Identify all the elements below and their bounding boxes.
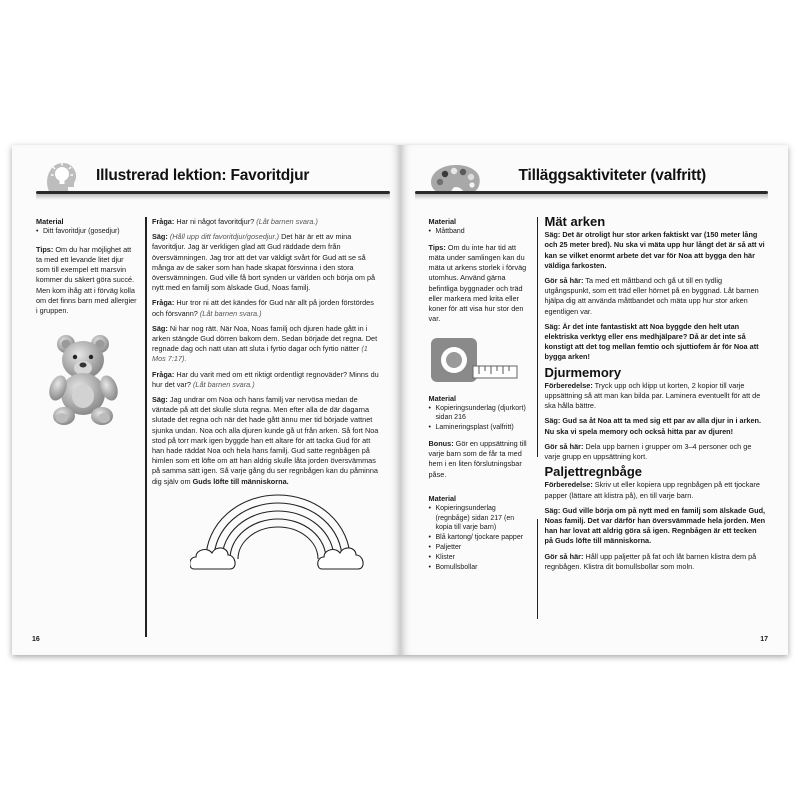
page-title: Tilläggsaktiviteter (valfritt) xyxy=(518,167,707,184)
column-divider xyxy=(145,217,147,637)
material-item: • Blå kartong/ tjockare papper xyxy=(429,533,529,543)
paragraph-label: Gör så här: xyxy=(544,441,584,451)
left-sidebar xyxy=(36,217,138,431)
paragraph xyxy=(152,232,380,293)
tips-label: Tips: xyxy=(36,244,54,254)
bonus-text: Gör en uppsättning till varje barn som de får ta med hem i en liten förslutningsbar påse. xyxy=(428,439,527,479)
paragraph-text: Hur tror ni att det kändes för Gud när allt på jorden förstördes och försvann? xyxy=(152,298,374,318)
material-item: • Kopieringsunderlag (regnbåge) sidan 217 (en kopia till varje barn) xyxy=(429,504,529,533)
paragraph xyxy=(152,298,380,318)
paragraph xyxy=(545,506,767,547)
paragraph-note: (Låt barnen svara.) xyxy=(192,379,255,389)
paragraph-note: (1 Mos 7:17). xyxy=(152,344,368,364)
column-divider xyxy=(537,217,539,457)
paragraph-text: Gud sa åt Noa att ta med sig ett par av alla djur in i arken. Nu ska vi spela memory och också hitta par av djuren! xyxy=(544,416,762,436)
paragraph xyxy=(152,395,380,487)
paragraph-text: Det här är ett av mina favoritdjur. Jag är verkligen glad att Gud räddade dem från översvämningen. Jag tror att det var väldigt svårt för Gud att se så många av de saker som han hade skapat försvinna i den stora översvämningen. Gud ville få bort synden ur världen och börja om på nytt med en familj som älskade Gud, Noas familj. xyxy=(152,232,376,293)
paragraph-note: (Låt barnen svara.) xyxy=(199,308,262,318)
paragraph-label: Fråga: xyxy=(152,217,175,226)
material-label: Material xyxy=(36,217,64,226)
paragraph-text: Jag undrar om Noa och hans familj var nervösa medan de väntade på att det skulle sluta regna. Men efter alla de där dagarna slutade det regna och när det hade gått ännu mer tid började vattnet sjunka undan. Noa och alla djuren kunde gå ut från arken. Så fort Noa stod på torr mark igen byggde han ett altare för att tacka Gud för att han hade räddat Noa och hela hans familj. Gud satte regnbågen på himlen som ett löfte om att han aldrig skulle låta jorden översvämmas på samma sätt igen. Så varje gång du ser regnbågen kan du påminna dig själv om xyxy=(152,395,379,486)
paragraph-label: Säg: xyxy=(152,232,168,242)
right-header xyxy=(415,157,769,201)
paragraph-label: Säg: xyxy=(544,505,561,515)
paragraph xyxy=(545,442,767,462)
material-item: • Paljetter xyxy=(429,543,529,553)
column-divider xyxy=(537,519,539,619)
paragraph-label: Fråga: xyxy=(152,298,175,308)
paragraph-label: Säg: xyxy=(152,395,168,405)
paragraph xyxy=(545,322,767,363)
paragraph-text: Gud ville börja om på nytt med en familj som älskade Gud, Noas familj. Det var därför han översvämmade hela jorden. Men han har lovat att aldrig göra så igen. Regnbågen är ett tecken på xyxy=(544,505,766,546)
paragraph xyxy=(545,480,767,500)
paragraph-text: Skriv ut eller kopiera upp regnbågen på ett tjockare papper (lättare att klistra på), en till varje barn. xyxy=(544,480,760,500)
paragraph-emphasis: Guds löfte till människorna. xyxy=(192,476,289,486)
paragraph-label: Fråga: xyxy=(152,369,175,379)
sidebar-block-1 xyxy=(429,217,529,324)
tips-text: Om du inte har tid att mäta under samlingen kan du mäta ut arkens storlek i förväg utomhus. Använd gärna befintliga byggnader och träd eller markera med krita eller koner för att visa hur stor den var. xyxy=(428,242,527,324)
paragraph xyxy=(152,217,380,227)
paragraph-label: Säg: xyxy=(544,321,561,331)
page-number: 17 xyxy=(760,636,768,643)
tips-block xyxy=(36,245,138,316)
section-heading: Djurmemory xyxy=(544,364,622,380)
paragraph-note: (Håll upp ditt favoritdjur/gosedjur.) xyxy=(169,232,280,242)
paragraph xyxy=(152,370,380,390)
paragraph-text: Ni har nog rätt. När Noa, Noas familj och djuren hade gått in i arken stängde Gud dörren bakom dem. Sedan började det regna. Det regnade dag och natt utan att sluta i fyrtio dagar och fyrtio nätter xyxy=(152,323,378,354)
paragraph xyxy=(545,230,767,271)
rainbow-outline-icon xyxy=(190,489,366,576)
material-item: • Bomullsbollar xyxy=(429,563,529,573)
paragraph-text: Det är otroligt hur stor arken faktiskt var (150 meter lång och 25 meter bred). Nu ska vi mäta upp hur långt det är så att vi kan se vilket enormt arbete det var för Noa att bygga den här väldiga farkosten. xyxy=(544,230,765,270)
paragraph-text: Håll upp paljetter på fat och låt barnen klistra dem på regnbågen. Klistra dit bomullsbollar som moln. xyxy=(544,551,757,571)
paragraph-note: (Låt barnen svara.) xyxy=(256,217,318,226)
page-title: Illustrerad lektion: Favoritdjur xyxy=(96,167,310,184)
tips-label: Tips: xyxy=(428,242,446,252)
bonus-label: Bonus: xyxy=(428,439,454,449)
material-label: Material xyxy=(428,393,457,403)
teddy-bear-icon xyxy=(36,328,138,431)
right-main-text xyxy=(544,214,767,577)
paragraph-label: Säg: xyxy=(152,323,168,333)
paragraph xyxy=(545,276,767,317)
paragraph-text: Har du varit med om ett riktigt ordentligt regnoväder? Minns du hur det var? xyxy=(152,369,379,389)
left-header xyxy=(36,157,390,201)
paragraph-text: Dela upp barnen i grupper om 3–4 personer och ge varje grupp en uppsättning kort. xyxy=(544,441,752,462)
paragraph-label: Gör så här: xyxy=(544,551,584,561)
right-page xyxy=(401,145,789,655)
section-heading: Mät arken xyxy=(544,214,606,229)
paragraph-text: Har ni något favoritdjur? xyxy=(176,217,255,226)
book-spread xyxy=(12,145,788,655)
material-item: • Klister xyxy=(429,553,529,563)
sidebar-block-2 xyxy=(429,394,529,480)
material-item: • Lamineringsplast (valfritt) xyxy=(429,423,529,433)
paragraph-text: Ta med ett måttband och gå ut till en tydlig utgångspunkt, som ett träd eller hörnet på en byggnad. Låt barnen hjälpa dig att använda måttbandet och mäta upp hur stor arken egentligen var. xyxy=(544,276,759,316)
tips-text: Om du har möjlighet att ta med ett levande litet djur som till exempel ett marsvin kommer du säkert göra succé. Men kom ihåg att i förväg kolla om det finns barn med allergier i gruppen. xyxy=(36,244,137,316)
paragraph-text: Är det inte fantastiskt att Noa byggde den helt utan elektriska verktyg eller ens medhjälpare? Då är det inte så konstigt att det tog mellan femtio och sjuttiofem år för Noa att bygga arken! xyxy=(544,321,759,362)
right-sidebar xyxy=(429,217,529,572)
material-item: • Kopieringsunderlag (djurkort) sidan 216 xyxy=(429,404,529,424)
left-main-text xyxy=(152,217,380,492)
paragraph-label: Säg: xyxy=(544,230,561,240)
material-label: Material xyxy=(428,493,457,503)
paragraph xyxy=(152,324,380,365)
paragraph xyxy=(545,381,767,412)
paragraph-emphasis: Guds löfte till människorna. xyxy=(555,536,652,546)
paragraph xyxy=(545,416,767,436)
material-item: • Måttband xyxy=(429,227,529,237)
paragraph-text: Tryck upp och klipp ut korten, 2 kopior till varje uppsättning så att man kan bilda par. Laminera eventuellt för att de ska hålla bättre. xyxy=(544,380,761,411)
material-label: Material xyxy=(428,217,457,226)
material-item: • Ditt favoritdjur (gosedjur) xyxy=(36,227,138,237)
paragraph-label: Gör så här: xyxy=(544,276,584,286)
page-number: 16 xyxy=(32,636,40,643)
paragraph-label: Förberedelse: xyxy=(544,380,593,390)
paragraph-label: Förberedelse: xyxy=(544,480,593,490)
paragraph xyxy=(545,552,767,572)
sidebar-block-3 xyxy=(429,494,529,573)
header-shade xyxy=(36,194,390,200)
left-page xyxy=(12,145,401,655)
paragraph-label: Säg: xyxy=(544,416,561,426)
tape-measure-icon xyxy=(429,336,529,387)
section-heading: Paljettregnbåge xyxy=(544,464,643,480)
header-shade xyxy=(415,194,769,200)
